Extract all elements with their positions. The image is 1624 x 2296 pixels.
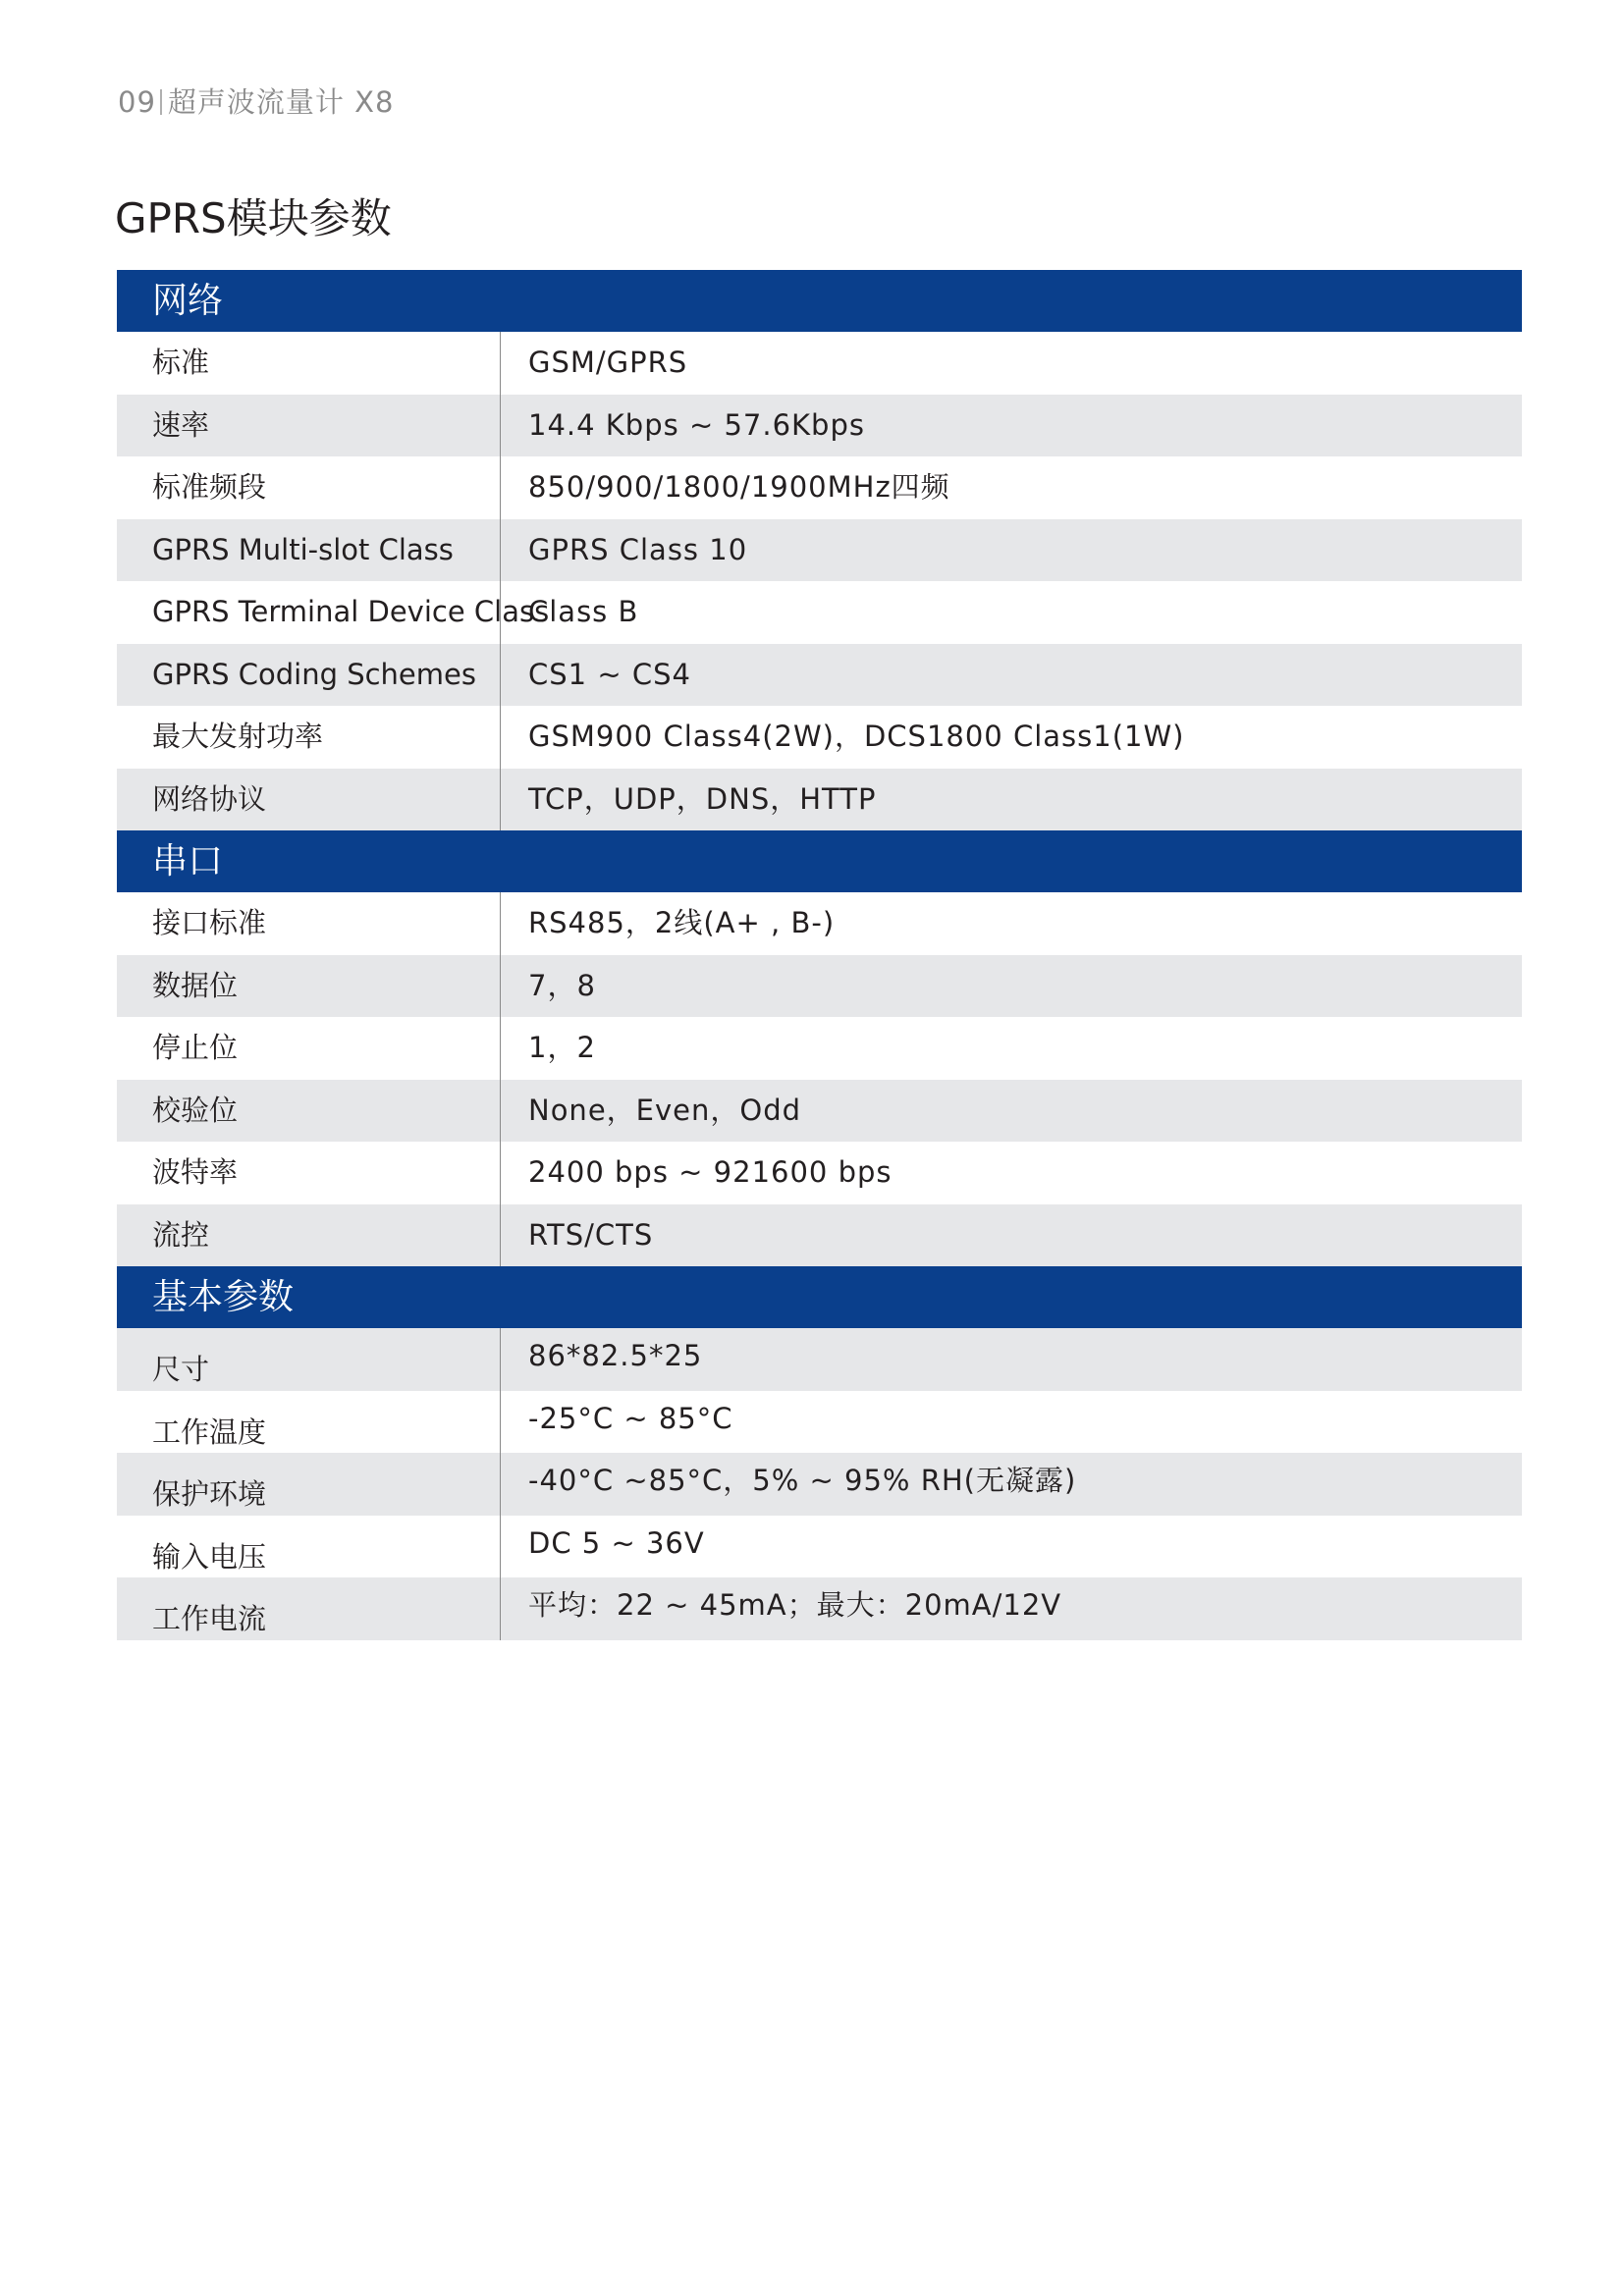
table-row (117, 892, 1522, 955)
table-row (117, 1017, 1522, 1080)
table-row (117, 1577, 1522, 1640)
row-label: GPRS Multi-slot Class (117, 519, 501, 582)
table-row (117, 1453, 1522, 1516)
table-row (117, 955, 1522, 1018)
table-row (117, 1516, 1522, 1578)
table-row (117, 581, 1522, 644)
table-row (117, 332, 1522, 395)
row-label: 接口标准 (117, 892, 501, 955)
row-label: 波特率 (117, 1142, 501, 1204)
product-name: 超声波流量计 X8 (167, 85, 395, 119)
row-value: 14.4 Kbps ~ 57.6Kbps (528, 407, 865, 442)
row-label: 数据位 (117, 955, 501, 1018)
row-value: 850/900/1800/1900MHz四频 (528, 470, 950, 504)
table-row (117, 519, 1522, 582)
row-label: 输入电压 (117, 1516, 501, 1578)
row-value: RTS/CTS (528, 1217, 654, 1252)
table-row (117, 644, 1522, 707)
row-value: -25°C ~ 85°C (528, 1401, 733, 1435)
row-label: 保护环境 (117, 1453, 501, 1516)
row-value: DC 5 ~ 36V (528, 1525, 705, 1560)
header-separator (160, 89, 162, 115)
row-value: GPRS Class 10 (528, 532, 748, 566)
page-number: 09 (118, 85, 156, 119)
table-row (117, 395, 1522, 457)
table-row (117, 1080, 1522, 1143)
row-label: GPRS Terminal Device Class (117, 581, 501, 644)
row-value: RS485，2线(A+ , B-) (528, 906, 836, 939)
row-label: 工作温度 (117, 1391, 501, 1454)
table-row (117, 1391, 1522, 1454)
section-title: GPRS模块参数 (115, 194, 392, 242)
row-value: 1，2 (528, 1031, 596, 1064)
table-row (117, 1204, 1522, 1267)
page-header (118, 80, 394, 121)
row-value: Class B (528, 595, 639, 628)
table-row (117, 1142, 1522, 1204)
group-header-basic: 基本参数 (117, 1266, 1522, 1328)
row-label: GPRS Coding Schemes (117, 644, 501, 707)
row-value: 86*82.5*25 (528, 1339, 703, 1372)
row-value: TCP，UDP，DNS，HTTP (528, 781, 877, 816)
row-label: 最大发射功率 (117, 706, 501, 769)
row-label: 停止位 (117, 1017, 501, 1080)
row-value: GSM/GPRS (528, 346, 688, 379)
spec-table (117, 270, 1522, 1640)
row-label: 工作电流 (117, 1577, 501, 1640)
row-value: CS1 ~ CS4 (528, 657, 691, 691)
table-row (117, 769, 1522, 831)
row-label: 校验位 (117, 1080, 501, 1143)
row-value: None，Even，Odd (528, 1093, 802, 1127)
table-row (117, 1328, 1522, 1391)
row-label: 标准频段 (117, 456, 501, 519)
row-value: 平均：22 ~ 45mA；最大：20mA/12V (528, 1588, 1062, 1622)
row-label: 尺寸 (117, 1328, 501, 1391)
row-value: -40°C ~85°C，5% ~ 95% RH(无凝露) (528, 1464, 1077, 1497)
table-row (117, 706, 1522, 769)
row-label: 标准 (117, 332, 501, 395)
table-row (117, 456, 1522, 519)
row-label: 流控 (117, 1204, 501, 1267)
row-value: 2400 bps ~ 921600 bps (528, 1155, 893, 1189)
row-value: GSM900 Class4(2W)，DCS1800 Class1(1W) (528, 720, 1185, 753)
row-label: 网络协议 (117, 769, 501, 831)
group-header-serial: 串口 (117, 830, 1522, 892)
group-header-network: 网络 (117, 270, 1522, 332)
row-label: 速率 (117, 395, 501, 457)
row-value: 7，8 (528, 968, 596, 1002)
